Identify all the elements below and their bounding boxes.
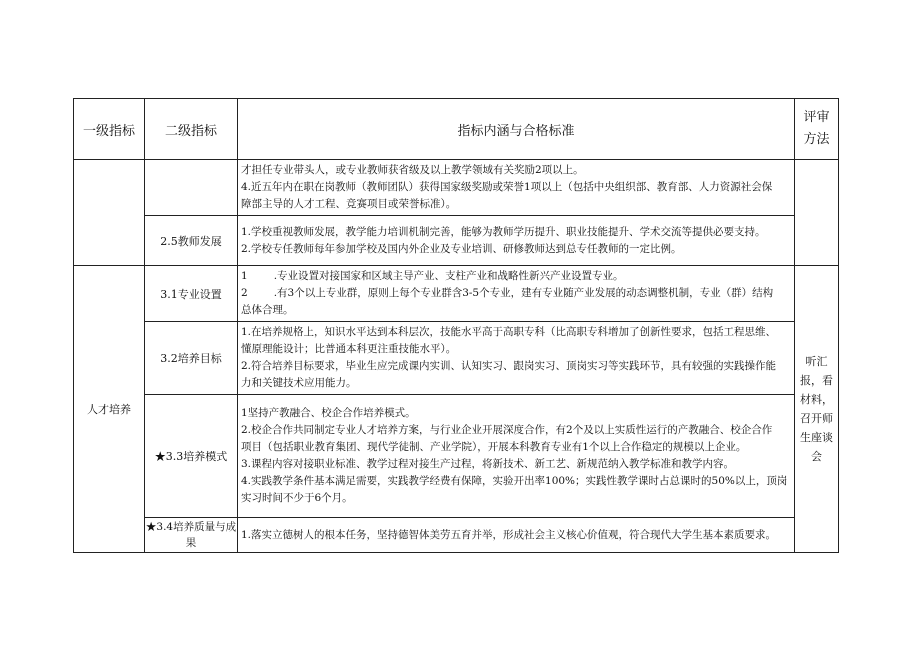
content-line: 2.学校专任教师每年参加学校及国内外企业及专业培训、研修教师达到总专任教师的一定比例。	[241, 242, 682, 255]
table-row	[74, 322, 839, 395]
method-line: 材料，	[800, 393, 833, 406]
content-line: 懂原理能设计；比普通本科更注重技能水平）。	[241, 343, 457, 355]
content-line: 才担任专业带头人，或专业教师获省级及以上教学领域有关奖励2项以上。	[241, 164, 584, 176]
content-line: 3.课程内容对接职业标准、教学过程对接生产过程，将新技术、新工艺、新规范纳入教学标准和教学内容。	[241, 458, 735, 470]
table-row	[74, 266, 839, 322]
header-method-line2: 方法	[803, 132, 830, 147]
content-line: 障部主导的人才工程、竞赛项目或荣誉标准）。	[241, 198, 457, 210]
content-line: 4.近五年内在职在岗教师（教师团队）获得国家级奖励或荣誉1项以上（包括中央组织部、教育部、人力资源社会保	[241, 181, 773, 193]
method-line: 报，看	[800, 374, 833, 387]
header-method-line1: 评审	[803, 110, 830, 125]
content-cell-r3	[238, 266, 795, 322]
header-method	[795, 99, 839, 160]
method-cell-empty	[795, 160, 839, 266]
content-line: 实习时间不少于6个月。	[241, 492, 353, 504]
method-cell	[795, 266, 839, 553]
level2-major-setting: 3.1专业设置	[145, 266, 238, 322]
method-line: 生座谈	[800, 431, 833, 444]
table-row	[74, 216, 839, 266]
item-number: 1	[241, 270, 248, 282]
method-line: 召开师	[800, 412, 833, 425]
level1-talent-cultivation: 人才培养	[74, 266, 145, 553]
item-number: 2	[241, 287, 248, 299]
content-line: 2.校企合作共同制定专业人才培养方案，与行业企业开展深度合作，有2个及以上实质性运行的产教融合、校企合作	[241, 424, 773, 436]
header-level2: 二级指标	[145, 99, 238, 160]
method-line: 听汇	[805, 355, 828, 368]
table-header-row	[74, 99, 839, 160]
table-row	[74, 518, 839, 553]
header-level1: 一级指标	[74, 99, 145, 160]
content-line: 1.在培养规格上，知识水平达到本科层次，技能水平高于高职专科（比高职专科增加了创新性要求，包括工程思维、	[241, 326, 777, 338]
level2-line: ★3.4培养质量与成	[145, 521, 237, 533]
content-line: 项目（包括职业教育集团、现代学徒制、产业学院），开展本科教育专业有1个以上合作稳定的规模以上企业。	[241, 441, 747, 453]
content-cell-r6	[238, 518, 795, 553]
content-cell-r1	[238, 160, 795, 216]
level2-training-mode: ★3.3培养模式	[145, 395, 238, 518]
content-line: 总体合理。	[241, 304, 294, 316]
item-text: .有3个以上专业群，原则上每个专业群含3-5个专业，建有专业随产业发展的动态调整机制，专业（群）结构	[273, 287, 774, 299]
item-text: .专业设置对接国家和区域主导产业、支柱产业和战略性新兴产业设置专业。	[273, 270, 624, 282]
evaluation-table	[73, 98, 839, 553]
content-line	[241, 268, 792, 285]
content-line: 力和关键技术应用能力。	[241, 377, 357, 389]
level2-training-quality	[145, 518, 238, 553]
table-row	[74, 395, 839, 518]
content-cell-r5	[238, 395, 795, 518]
level2-line: 果	[185, 537, 197, 549]
content-cell-r2	[238, 216, 795, 266]
content-line: 1.学校重视教师发展，教学能力培训机制完善，能够为教师学历提升、职业技能提升、学术交流等提供必要支持。	[241, 225, 766, 238]
level2-cell-empty	[145, 160, 238, 216]
header-content: 指标内涵与合格标准	[238, 99, 795, 160]
content-line: 2.符合培养目标要求，毕业生应完成课内实训、认知实习、跟岗实习、顶岗实习等实践环节，具有较强的实践操作能	[241, 360, 777, 372]
table-row	[74, 160, 839, 216]
content-line: 1坚持产教融合、校企合作培养模式。	[241, 407, 416, 419]
content-line: 1.落实立德树人的根本任务，坚持德智体美劳五育并举，形成社会主义核心价值观，符合现代大学生基本素质要求。	[241, 528, 777, 541]
content-cell-r4	[238, 322, 795, 395]
level1-cell-empty	[74, 160, 145, 266]
level2-training-goal: 3.2培养目标	[145, 322, 238, 395]
method-line: 会	[811, 450, 822, 463]
content-line: 4.实践教学条件基本满足需要，实践教学经费有保障，实验开出率100%；实践性教学课时占总课时的50%以上，顶岗	[241, 475, 788, 487]
level2-teacher-development: 2.5教师发展	[145, 216, 238, 266]
content-line	[241, 285, 792, 302]
